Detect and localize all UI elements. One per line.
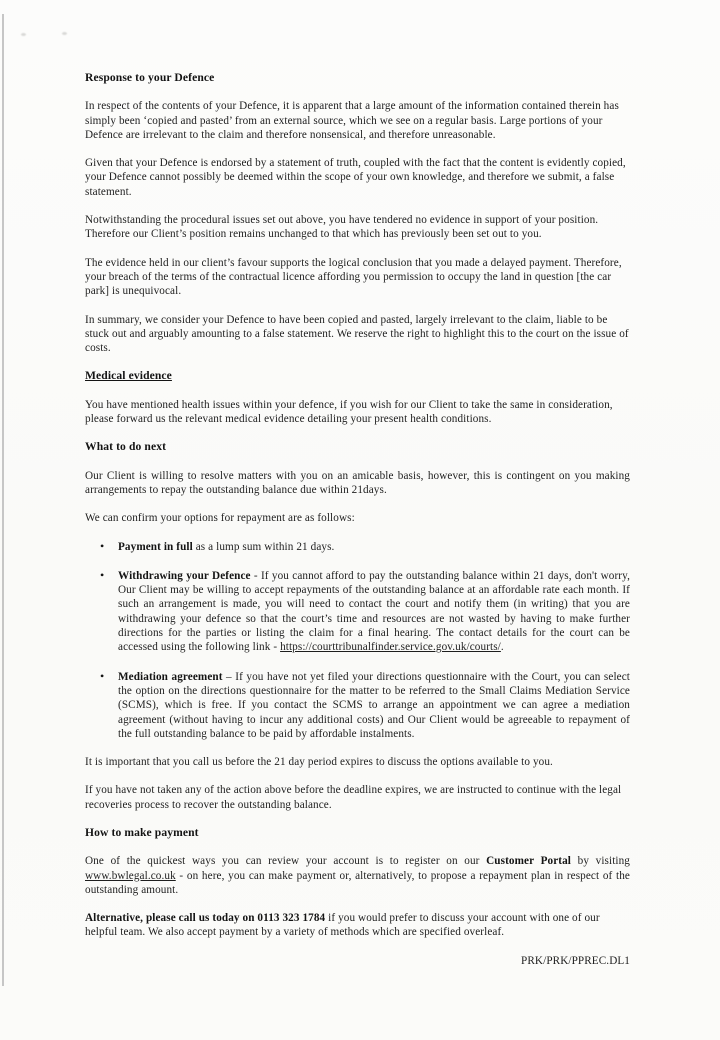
bullet-payment-in-full: [85, 540, 630, 554]
bullet-label: Mediation agreement: [118, 670, 223, 683]
bullet-text: - If you cannot afford to pay the outstanding balance within 21 days, don't worry, Our Client may be willing to accept repayments of the outstanding balance at an affordable rate each month. If such an arrangement is made, you will need to contact the court and notify them (in writing) that you are withdrawing your defence so that the court’s time and resources are not wasted by having to make further directions for the parties or listing the claim for a final hearing. The contact details for the court can be accessed using the following link -: [118, 569, 630, 654]
bullet-mediation-agreement: [85, 670, 630, 741]
paragraph-deadline-warning: If you have not taken any of the action above before the deadline expires, we are instructed to continue with the legal recoveries process to recover the outstanding balance.: [85, 784, 622, 811]
paragraph-summary: In summary, we consider your Defence to have been copied and pasted, largely irrelevant to the claim, liable to be stuck out and arguably amounting to a false statement. We reserve the right to highlight this to the court on the issue of costs.: [85, 313, 629, 355]
paragraph-important-call: It is important that you call us before the 21 day period expires to discuss the options available to you.: [85, 756, 553, 769]
paragraph-medical-evidence: You have mentioned health issues within your defence, if you wish for our Client to take the same in consideration, please forward us the relevant medical evidence detailing your present health conditions.: [85, 398, 613, 426]
scan-speck: [62, 32, 67, 35]
repayment-options-list: [85, 540, 630, 742]
letter-body: [85, 71, 630, 982]
portal-text-end: - on here, you can make payment or, alternatively, to propose a repayment plan in respect of the outstanding amount.: [85, 869, 630, 896]
bullet-label: Withdrawing your Defence: [118, 569, 251, 582]
bullet-withdrawing-defence: [85, 569, 630, 655]
scan-edge-line: [2, 14, 4, 986]
bullet-text: as a lump sum within 21 days.: [192, 540, 335, 553]
customer-portal-label: Customer Portal: [486, 855, 571, 868]
heading-response-to-defence: Response to your Defence: [85, 71, 215, 84]
bwlegal-link: www.bwlegal.co.uk: [85, 869, 176, 882]
paragraph-statement-of-truth: Given that your Defence is endorsed by a statement of truth, coupled with the fact that the content is evidently copied, your Defence cannot possibly be deemed within the scope of your own knowledge, and therefore we submit, a false statement.: [85, 157, 626, 198]
paragraph-repayment-options-intro: We can confirm your options for repayment are as follows:: [85, 512, 355, 525]
paragraph-amicable-basis: Our Client is willing to resolve matters with you on an amicable basis, however, this is contingent on you making arrangements to repay the outstanding balance due within 21days.: [85, 469, 630, 496]
reference-code: PRK/PRK/PPREC.DL1: [521, 954, 630, 967]
paragraph-no-evidence: Notwithstanding the procedural issues set out above, you have tendered no evidence in support of your position. Therefore our Client’s position remains unchanged to that which has previously been set out to you.: [85, 214, 599, 241]
bullet-text: – If you have not yet filed your directions questionnaire with the Court, you can select the option on the directions questionnaire for the matter to be referred to the Small Claims Mediation Service (SCMS), which is free. If you contact the SCMS to arrange an appointment we can agree a mediation agreement (without having to incur any additional costs) and Our Client would be agreeable to repayment of the full outstanding balance to be paid by affordable instalments.: [118, 670, 630, 740]
bullet-text-end: .: [500, 641, 504, 654]
paragraph-defence-contents: In respect of the contents of your Defence, it is apparent that a large amount of the information contained therein has simply been ‘copied and pasted’ from an external source, which we see on a regular basis. Large portions of your Defence are irrelevant to the claim and therefore nonsensical, and therefore unreasonable.: [85, 100, 619, 141]
heading-how-to-make-payment: How to make payment: [85, 825, 199, 839]
bullet-label: Payment in full: [118, 540, 193, 553]
portal-text-mid: by visiting: [571, 855, 631, 868]
court-finder-link: https://courttribunalfinder.service.gov.uk/courts/: [280, 641, 501, 654]
paragraph-evidence-in-favour: The evidence held in our client’s favour supports the logical conclusion that you made a delayed payment. Therefore, your breach of the terms of the contractual licence affording you permission to occupy the land in question [the car park] is unequivocal.: [85, 256, 622, 298]
heading-medical-evidence: Medical evidence: [85, 369, 172, 383]
phone-number-bold: Alternative, please call us today on 0113 323 1784: [85, 912, 326, 925]
paragraph-call-us: [85, 911, 630, 940]
portal-text-start: One of the quickest ways you can review your account is to register on our: [85, 855, 487, 868]
call-us-text: if you would prefer to discuss your account with one of our helpful team. We also accept payment by a variety of methods which are specified overleaf.: [85, 912, 600, 939]
paragraph-customer-portal: [85, 854, 630, 897]
heading-what-to-do-next: What to do next: [85, 440, 167, 454]
scan-speck: [21, 33, 26, 36]
